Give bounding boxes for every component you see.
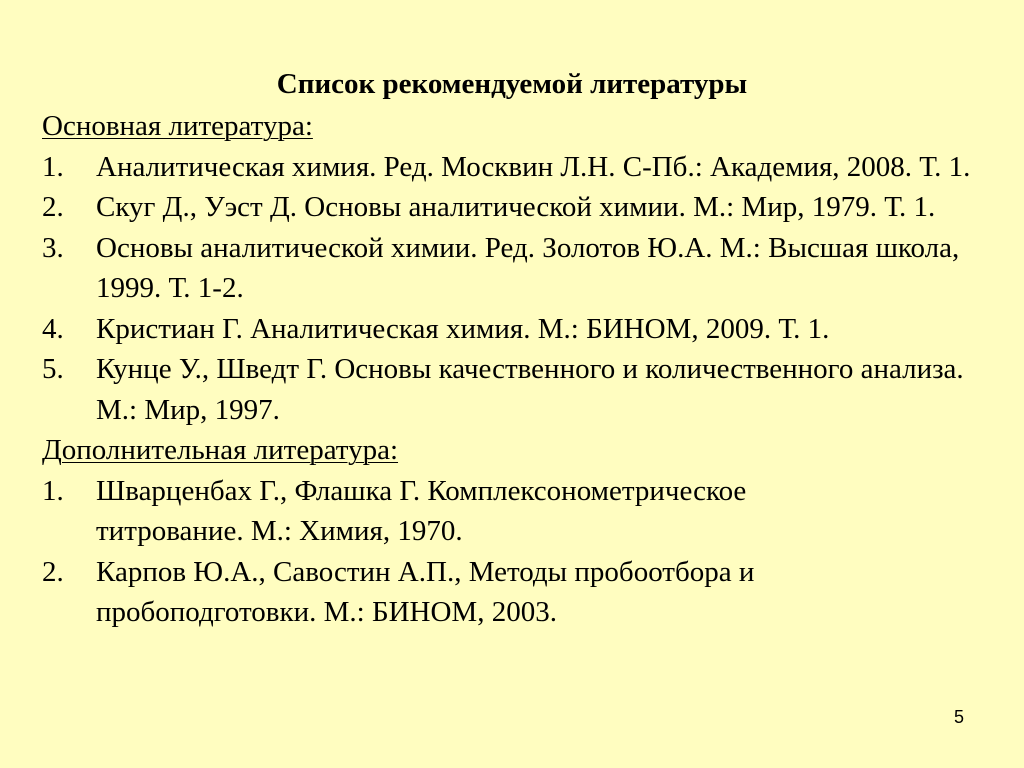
item-text: Скуг Д., Уэст Д. Основы аналитической химии. М.: Мир, 1979. Т. 1. xyxy=(96,191,936,223)
list-item xyxy=(42,309,992,350)
item-text: Кристиан Г. Аналитическая химия. М.: БИНОМ, 2009. Т. 1. xyxy=(96,312,830,345)
item-number: 2. xyxy=(42,555,64,588)
item-number: 4. xyxy=(42,312,64,345)
item-number: 3. xyxy=(42,231,64,264)
item-number: 5. xyxy=(42,353,64,385)
list-item xyxy=(42,349,992,430)
slide-title: Список рекомендуемой литературы xyxy=(276,68,748,100)
main-literature-heading: Основная литература: xyxy=(42,110,313,142)
additional-literature-heading: Дополнительная литература: xyxy=(42,434,399,466)
item-number: 2. xyxy=(42,191,64,223)
list-item xyxy=(42,147,992,188)
additional-literature-list xyxy=(42,471,992,633)
item-text: Основы аналитической химии. Ред. Золотов Ю.А. М.: Высшая школа, 1999. Т. 1-2. xyxy=(96,231,960,304)
item-number: 1. xyxy=(42,474,64,507)
slide-page-number: 5 xyxy=(953,707,964,727)
item-number: 1. xyxy=(42,150,64,183)
list-item xyxy=(42,552,992,633)
item-text: Карпов Ю.А., Савостин А.П., Методы пробоотбора и пробоподготовки. М.: БИНОМ, 2003. xyxy=(96,555,755,628)
slide-content xyxy=(42,106,992,633)
main-literature-list xyxy=(42,147,992,431)
list-item xyxy=(42,228,992,309)
item-text: Аналитическая химия. Ред. Москвин Л.Н. С-Пб.: Академия, 2008. Т. 1. xyxy=(96,150,971,183)
item-text: Шварценбах Г., Флашка Г. Комплексонометрическое титрование. М.: Химия, 1970. xyxy=(96,474,747,547)
list-item xyxy=(42,471,992,552)
item-text: Кунце У., Шведт Г. Основы качественного и количественного анализа. М.: Мир, 1997. xyxy=(96,353,964,426)
list-item xyxy=(42,187,992,228)
